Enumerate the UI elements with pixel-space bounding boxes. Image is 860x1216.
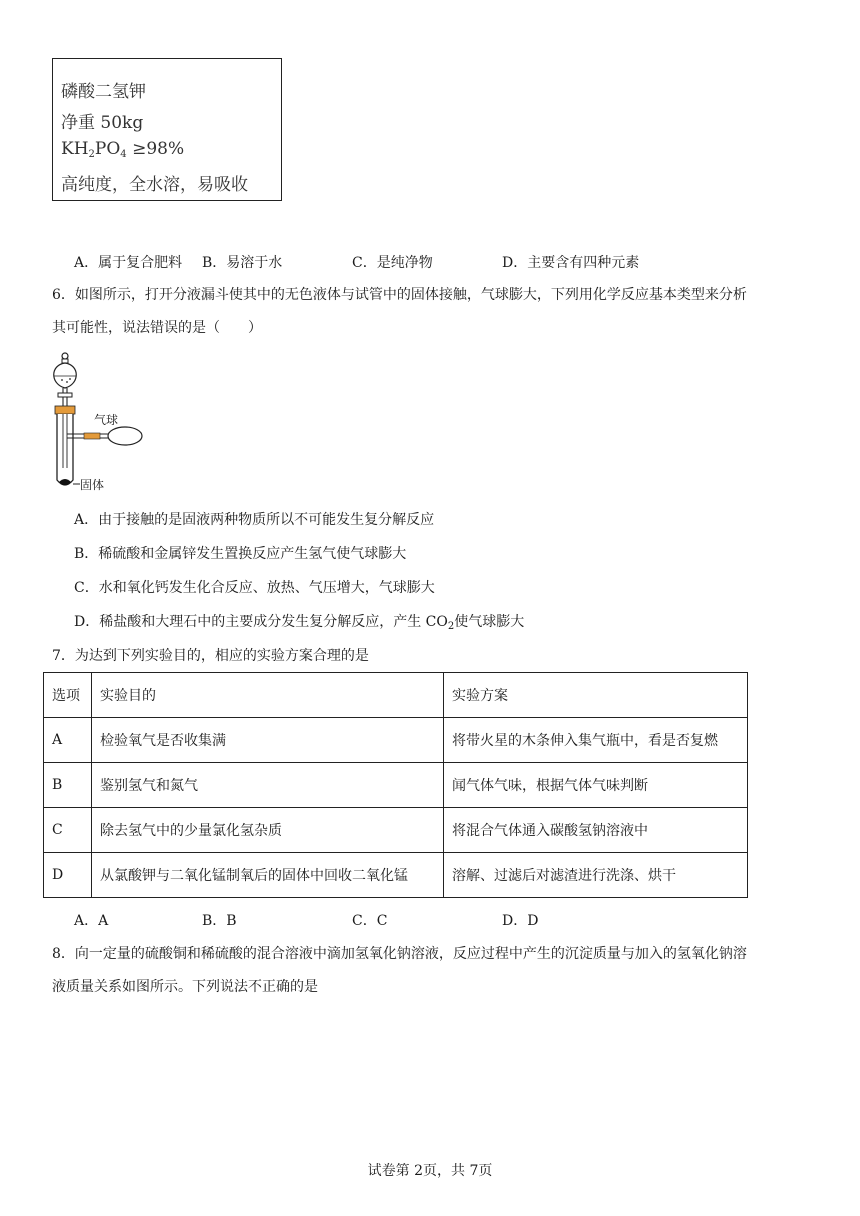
row-option: D [44,853,92,898]
q7-option-d: D．D [502,913,539,929]
experiment-table [43,672,748,898]
table-header-row [44,673,748,718]
q6-stem-line2: 其可能性，说法错误的是（ ） [52,320,262,336]
q5-option-d: D．主要含有四种元素 [502,255,640,271]
row-purpose: 从氯酸钾与二氧化锰制氧后的固体中回收二氧化锰 [92,853,444,898]
row-plan: 闻气体气味，根据气体气味判断 [444,763,748,808]
q7-option-c: C．C [352,913,388,929]
header-option: 选项 [44,673,92,718]
row-purpose: 检验氧气是否收集满 [92,718,444,763]
fertilizer-label-box [52,58,282,201]
q6-option-b: B．稀硫酸和金属锌发生置换反应产生氢气使气球膨大 [74,546,407,562]
balloon-label: 气球 [94,413,119,427]
q5-option-a: A．属于复合肥料 [74,255,183,271]
q8-stem-line2: 液质量关系如图所示。下列说法不正确的是 [52,979,318,995]
label-features: 高纯度，全水溶，易吸收 [61,175,248,195]
q5-option-b: B．易溶于水 [202,255,283,271]
row-purpose: 除去氢气中的少量氯化氢杂质 [92,808,444,853]
row-option: C [44,808,92,853]
label-product-name: 磷酸二氢钾 [61,82,146,102]
header-plan: 实验方案 [444,673,748,718]
row-plan: 将带火星的木条伸入集气瓶中，看是否复燃 [444,718,748,763]
q6-option-a: A．由于接触的是固液两种物质所以不可能发生复分解反应 [74,512,435,528]
table-row [44,763,748,808]
q6-stem-line1: 6．如图所示，打开分液漏斗使其中的无色液体与试管中的固体接触，气球膨大，下列用化学反应基本类型来分析 [52,287,747,303]
label-formula: $KH_2PO_4 \ge 98\%$ [61,139,185,160]
q7-option-a: A．A [74,913,109,929]
q6-option-c: C．水和氧化钙发生化合反应、放热、气压增大，气球膨大 [74,580,435,596]
table-row [44,718,748,763]
row-plan: 将混合气体通入碳酸氢钠溶液中 [444,808,748,853]
table-row [44,853,748,898]
q7-stem: 7．为达到下列实验目的，相应的实验方案合理的是 [52,648,369,664]
row-option: A [44,718,92,763]
table-row [44,808,748,853]
row-plan: 溶解、过滤后对滤渣进行洗涤、烘干 [444,853,748,898]
row-purpose: 鉴别氢气和氮气 [92,763,444,808]
q8-stem-line1: 8．向一定量的硫酸铜和稀硫酸的混合溶液中滴加氢氧化钠溶液，反应过程中产生的沉淀质量与加入的氢氧化钠溶 [52,946,747,962]
q6-option-d: D．稀盐酸和大理石中的主要成分发生复分解反应，产生 $CO_2$使气球膨大 [74,614,525,632]
label-net-weight: 净重 50kg [61,113,144,133]
solid-label: 固体 [80,478,105,492]
q7-option-b: B．B [202,913,237,929]
q5-option-c: C．是纯净物 [352,255,433,271]
header-purpose: 实验目的 [92,673,444,718]
row-option: B [44,763,92,808]
page-footer: 试卷第 2页，共 7页 [367,1163,493,1179]
